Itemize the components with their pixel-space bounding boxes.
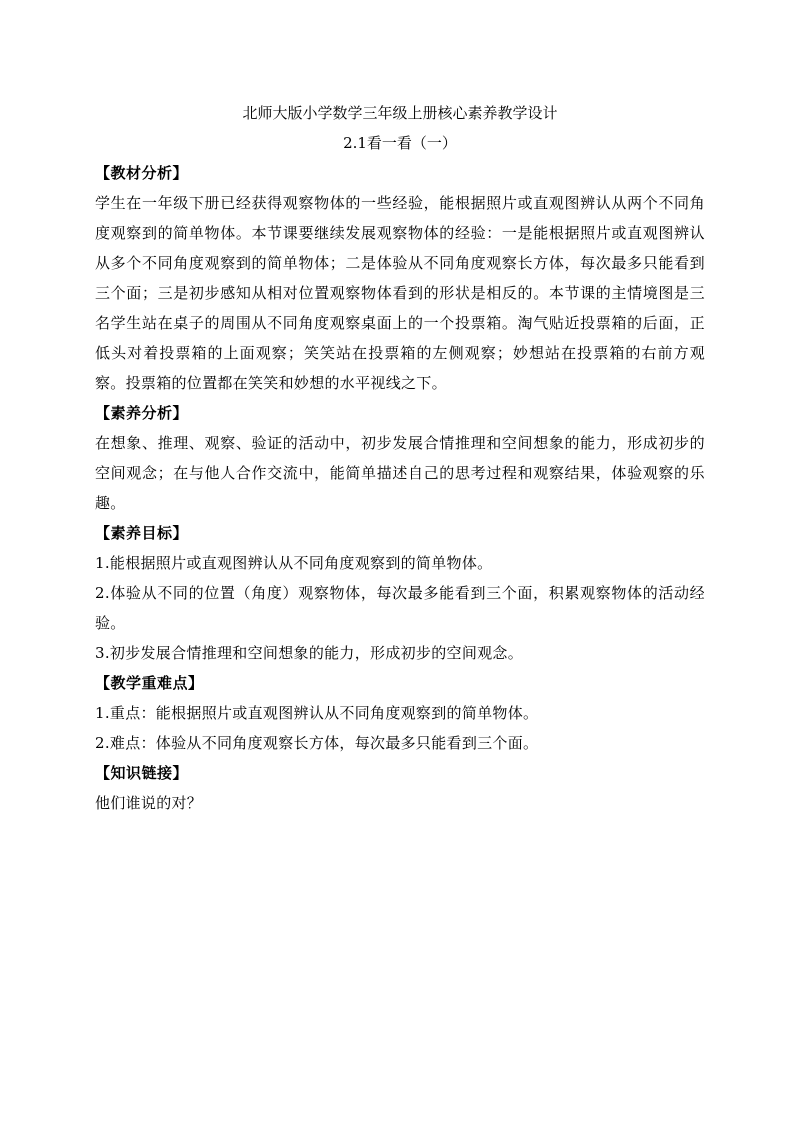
section-heading: 【教学重难点】 xyxy=(95,674,204,692)
goal-item: 1.能根据照片或直观图辨认从不同角度观察到的简单物体。 xyxy=(95,554,493,572)
section-heading: 【素养分析】 xyxy=(95,404,189,422)
goal-item: 2.体验从不同的位置（角度）观察物体，每次最多能看到三个面，积累观察物体的活动经验。 xyxy=(95,584,705,632)
lesson-subtitle: 2.1看一看（一） xyxy=(343,134,457,152)
document-title: 北师大版小学数学三年级上册核心素养教学设计 xyxy=(242,104,558,122)
section-literacy-analysis xyxy=(95,398,705,518)
difficult-point-item: 2.难点：体验从不同角度观察长方体，每次最多只能看到三个面。 xyxy=(95,734,539,752)
key-point-item: 1.重点：能根据照片或直观图辨认从不同角度观察到的简单物体。 xyxy=(95,704,539,722)
section-heading: 【知识链接】 xyxy=(95,764,189,782)
section-heading: 【教材分析】 xyxy=(95,164,189,182)
section-knowledge-link xyxy=(95,758,705,818)
section-paragraph: 在想象、推理、观察、验证的活动中，初步发展合情推理和空间想象的能力，形成初步的空间观念；在与他人合作交流中，能简单描述自己的思考过程和观察结果，体验观察的乐趣。 xyxy=(95,434,705,512)
section-key-difficult-points xyxy=(95,668,705,758)
section-paragraph: 他们谁说的对？ xyxy=(95,794,203,812)
goal-item: 3.初步发展合情推理和空间想象的能力，形成初步的空间观念。 xyxy=(95,644,524,662)
section-paragraph: 学生在一年级下册已经获得观察物体的一些经验，能根据照片或直观图辨认从两个不同角度观察到的简单物体。本节课要继续发展观察物体的经验：一是能根据照片或直观图辨认从多个不同角度观察到的简单物体；二是体验从不同角度观察长方体，每次最多只能看到三个面；三是初步感知从相对位置观察物体看到的形状是相反的。本节课的主情境图是三名学生站在桌子的周围从不同角度观察桌面上的一个投票箱。淘气贴近投票箱的后面，正低头对着投票箱的上面观察；笑笑站在投票箱的左侧观察；妙想站在投票箱的右前方观察。投票箱的位置都在笑笑和妙想的水平视线之下。 xyxy=(95,194,705,392)
section-textbook-analysis xyxy=(95,158,705,398)
document-content xyxy=(95,98,705,818)
section-heading: 【素养目标】 xyxy=(95,524,189,542)
section-literacy-goals xyxy=(95,518,705,668)
